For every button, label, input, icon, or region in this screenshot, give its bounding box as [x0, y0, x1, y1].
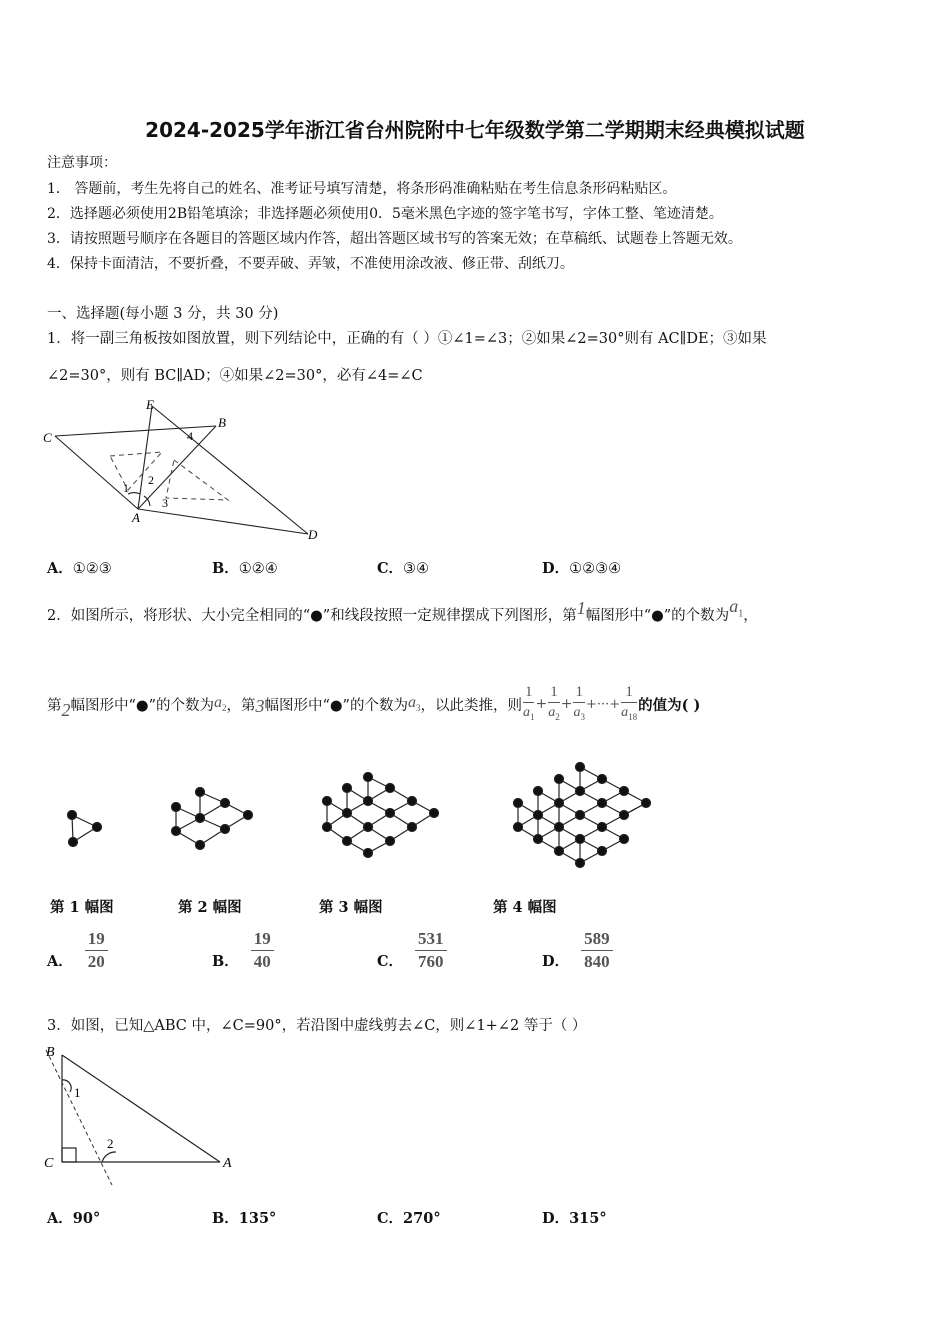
q1-line1: 1．将一副三角板按如图放置，则下列结论中，正确的有（ ）①∠1=∠3；②如果∠2=30°则有 AC∥DE；③如果 [47, 331, 767, 347]
q2-caption-4: 第 4 幅图 [493, 899, 557, 916]
q3-text: 3．如图，已知△ABC 中，∠C=90°，若沿图中虚线剪去∠C，则∠1+∠2 等于（ ） [47, 1018, 587, 1034]
q1-label-3: 3 [162, 496, 168, 510]
q2-expr-term-3: $\frac{1}{a_3}$ [573, 683, 585, 722]
q1-label-B: B [218, 415, 226, 430]
q1-label-4: 4 [187, 429, 193, 443]
q2-caption-1: 第 1 幅图 [50, 899, 114, 916]
q1-line-BA [138, 426, 216, 509]
q2-expr-term-18: $\frac{1}{a_{18}}$ [621, 683, 638, 722]
q2-figure-4 [514, 763, 651, 868]
q2-expr-term-1: 1 $a_1$ [522, 683, 535, 722]
q2-option-b[interactable]: B． $\frac{19}{40}$ [212, 928, 274, 973]
q2-figure-1 [68, 811, 102, 847]
q3-angle1-arc [62, 1080, 71, 1092]
q3-label-B: B [46, 1045, 55, 1060]
q3-label-1: 1 [74, 1085, 81, 1100]
q3-figure [40, 1040, 250, 1190]
page-title: 2024-2025学年浙江省台州院附中七年级数学第二学期期末经典模拟试题 [145, 118, 805, 142]
q3-label-A: A [223, 1156, 232, 1171]
q1-label-E: E [146, 397, 154, 412]
q3-label-C: C [44, 1156, 54, 1171]
q1-label-1: 1 [123, 481, 129, 495]
q2-figure-2 [172, 788, 253, 850]
q1-line-CA [55, 436, 138, 509]
q1-angle1-arc [128, 493, 140, 494]
q1-option-d[interactable]: D．①②③④ [542, 560, 622, 577]
q3-option-b[interactable]: B．135° [212, 1210, 277, 1227]
q1-label-A: A [132, 510, 140, 525]
q1-label-2: 2 [148, 473, 154, 487]
q3-line-BA [62, 1055, 220, 1162]
section-heading: 一、选择题(每小题 3 分，共 30 分) [47, 306, 279, 322]
notice-item-2: 2．选择题必须使用2B铅笔填涂；非选择题必须使用0．5毫米黑色字迹的签字笔书写，字体工整、笔迹清楚。 [47, 206, 723, 222]
q3-option-c[interactable]: C．270° [377, 1210, 441, 1227]
notice-item-1: 1． 答题前，考生先将自己的姓名、准考证号填写清楚，将条形码准确粘贴在考生信息条形码粘贴区。 [47, 181, 677, 197]
q2-caption-2: 第 2 幅图 [178, 899, 242, 916]
q1-label-C: C [43, 430, 52, 445]
q3-angle2-arc [102, 1152, 116, 1162]
q2-caption-3: 第 3 幅图 [319, 899, 383, 916]
q2-option-a[interactable]: A． $\frac{19}{20}$ [47, 928, 108, 973]
q2-figure-3 [323, 773, 439, 858]
notice-item-3: 3．请按照题号顺序在各题目的答题区域内作答，超出答题区域书写的答案无效；在草稿纸、试题卷上答题无效。 [47, 231, 742, 247]
q3-label-2: 2 [107, 1136, 114, 1151]
q1-line2: ∠2=30°，则有 BC∥AD；④如果∠2=30°，必有∠4=∠C [47, 368, 423, 384]
q1-option-b[interactable]: B．①②④ [212, 560, 278, 577]
q3-option-a[interactable]: A．90° [47, 1210, 101, 1227]
q1-option-a[interactable]: A．①②③ [47, 560, 112, 577]
q1-option-c[interactable]: C．③④ [377, 560, 430, 577]
q2-expr-term-2: $\frac{1}{a_2}$ [548, 683, 560, 722]
q3-option-d[interactable]: D．315° [542, 1210, 607, 1227]
q3-right-angle-mark [62, 1148, 76, 1162]
q2-figures [40, 755, 660, 875]
q1-label-D: D [308, 527, 318, 542]
q2-line2: 第 2 幅图形中“●”的个数为 $a_2$ ，第 3 幅图形中“●”的个数为 $a_3$ ，以此类推，则 1 $a_1$ + $\frac{1}{a_2}$ + $\frac{1}{a_3}$ +···+ $\frac{1}{a_{18}}$ 的值为( ) [47, 678, 700, 730]
q1-dashed-triangle-1 [110, 452, 162, 490]
q3-cut-line [46, 1050, 112, 1185]
q2-line1: 2．如图所示，将形状、大小完全相同的“●”和线段按照一定规律摆成下列图形，第1幅图形中“●”的个数为$a_1$， [47, 596, 758, 624]
q2-option-c[interactable]: C． $\frac{531}{760}$ [377, 928, 447, 973]
q1-figure [40, 394, 330, 546]
notice-heading: 注意事项： [47, 155, 117, 171]
q2-option-d[interactable]: D． $\frac{589}{840}$ [542, 928, 613, 973]
notice-item-4: 4．保持卡面清洁，不要折叠，不要弄破、弄皱，不准使用涂改液、修正带、刮纸刀。 [47, 256, 574, 272]
q1-dashed-triangle-2 [166, 460, 228, 500]
